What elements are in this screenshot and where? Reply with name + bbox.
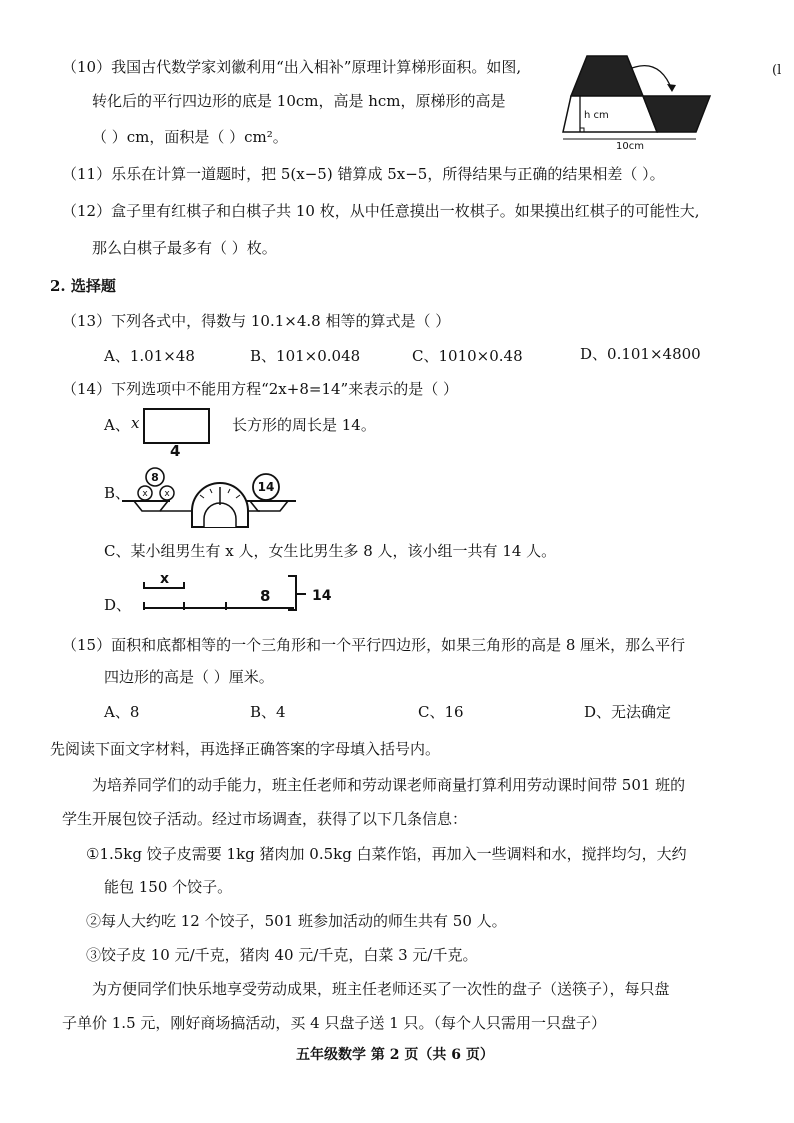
reading-p1: 为培养同学们的动手能力，班主任老师和劳动课老师商量打算利用劳动课时间带 501 班的 — [92, 776, 686, 794]
balance-scale-figure — [120, 465, 300, 531]
info-3: ③饺子皮 10 元/千克，猪肉 40 元/千克，白菜 3 元/千克。 — [86, 946, 478, 964]
reading-p2: 为方便同学们快乐地享受劳动成果，班主任老师还买了一次性的盘子（送筷子），每只盘 — [92, 980, 670, 998]
q12-line1: （12）盒子里有红棋子和白棋子共 10 枚，从中任意摸出一枚棋子。如果摸出红棋子的可能性大, — [62, 202, 700, 220]
q10-line2: 转化后的平行四边形的底是 10cm，高是 hcm，原梯形的高是 — [92, 92, 506, 110]
q12-line2: 那么白棋子最多有（ ）枚。 — [92, 239, 277, 257]
q14-option-a-label[interactable]: A、 — [104, 416, 130, 434]
reading-p1b: 学生开展包饺子活动。经过市场调查，获得了以下几条信息： — [62, 810, 468, 828]
segment-x-label: x — [160, 571, 170, 587]
page-footer: 五年级数学 第 2 页（共 6 页） — [296, 1047, 494, 1063]
rectangle-figure — [143, 408, 210, 444]
q14-option-b-label[interactable]: B、 — [104, 484, 131, 502]
q13-option-a[interactable]: A、1.01×48 — [104, 347, 195, 365]
margin-mark: (l — [772, 63, 782, 78]
q14-option-d-label[interactable]: D、 — [104, 596, 132, 614]
q11-text: （11）乐乐在计算一道题时，把 5(x−5) 错算成 5x−5，所得结果与正确的结果相差（ ）。 — [62, 165, 665, 183]
reading-p2b: 子单价 1.5 元，刚好商场搞活动，买 4 只盘子送 1 只。（每个人只需用一只盘子） — [62, 1014, 607, 1032]
segment-14-label: 14 — [312, 588, 332, 604]
base-label: 10cm — [616, 141, 644, 150]
reading-instruction: 先阅读下面文字材料，再选择正确答案的字母填入括号内。 — [50, 740, 441, 758]
trapezoid-bottom-part — [563, 96, 657, 132]
weight-8-label: 8 — [151, 471, 159, 484]
q13-option-d[interactable]: D、0.101×4800 — [580, 345, 701, 363]
ball-x-1-label: x — [142, 489, 148, 499]
q15-option-d[interactable]: D、无法确定 — [584, 703, 672, 721]
info-1a: ①1.5kg 饺子皮需要 1kg 猪肉加 0.5kg 白菜作馅，再加入一些调料和水，搅拌均匀，大约 — [86, 845, 687, 863]
q10-line1: （10）我国古代数学家刘徽利用“出入相补”原理计算梯形面积。如图, — [62, 58, 522, 76]
option-a-x: x — [131, 414, 140, 432]
q15-line1: （15）面积和底都相等的一个三角形和一个平行四边形，如果三角形的高是 8 厘米，那么平行 — [62, 636, 686, 654]
q13-option-c[interactable]: C、1010×0.48 — [412, 347, 523, 365]
trapezoid-top-part — [571, 56, 643, 96]
q13-stem: （13）下列各式中，得数与 10.1×4.8 相等的算式是（ ） — [62, 312, 451, 330]
q15-option-c[interactable]: C、16 — [418, 703, 464, 721]
q13-option-b[interactable]: B、101×0.048 — [250, 347, 361, 365]
segment-8-label: 8 — [260, 587, 271, 605]
q15-line2: 四边形的高是（ ）厘米。 — [104, 668, 274, 686]
info-1b: 能包 150 个饺子。 — [104, 878, 233, 896]
q14-option-c-text[interactable]: C、某小组男生有 x 人，女生比男生多 8 人，该小组一共有 14 人。 — [104, 542, 557, 560]
option-a-bottom: 4 — [170, 442, 181, 460]
info-2: ②每人大约吃 12 个饺子，501 班参加活动的师生共有 50 人。 — [86, 912, 507, 930]
q15-option-a[interactable]: A、8 — [104, 703, 140, 721]
section-title: 2. 选择题 — [50, 277, 116, 295]
arrow-head — [667, 84, 676, 92]
option-a-text: 长方形的周长是 14。 — [232, 416, 376, 434]
q14-stem: （14）下列选项中不能用方程“2x+8=14”来表示的是（ ） — [62, 380, 458, 398]
trapezoid-figure — [560, 50, 720, 150]
segment-figure — [138, 566, 358, 616]
q10-line3: （ ）cm，面积是（ ）cm²。 — [92, 128, 288, 146]
weight-14-label: 14 — [257, 480, 275, 494]
q15-option-b[interactable]: B、4 — [250, 703, 286, 721]
h-label: h cm — [584, 110, 609, 121]
ball-x-2-label: x — [164, 489, 170, 499]
